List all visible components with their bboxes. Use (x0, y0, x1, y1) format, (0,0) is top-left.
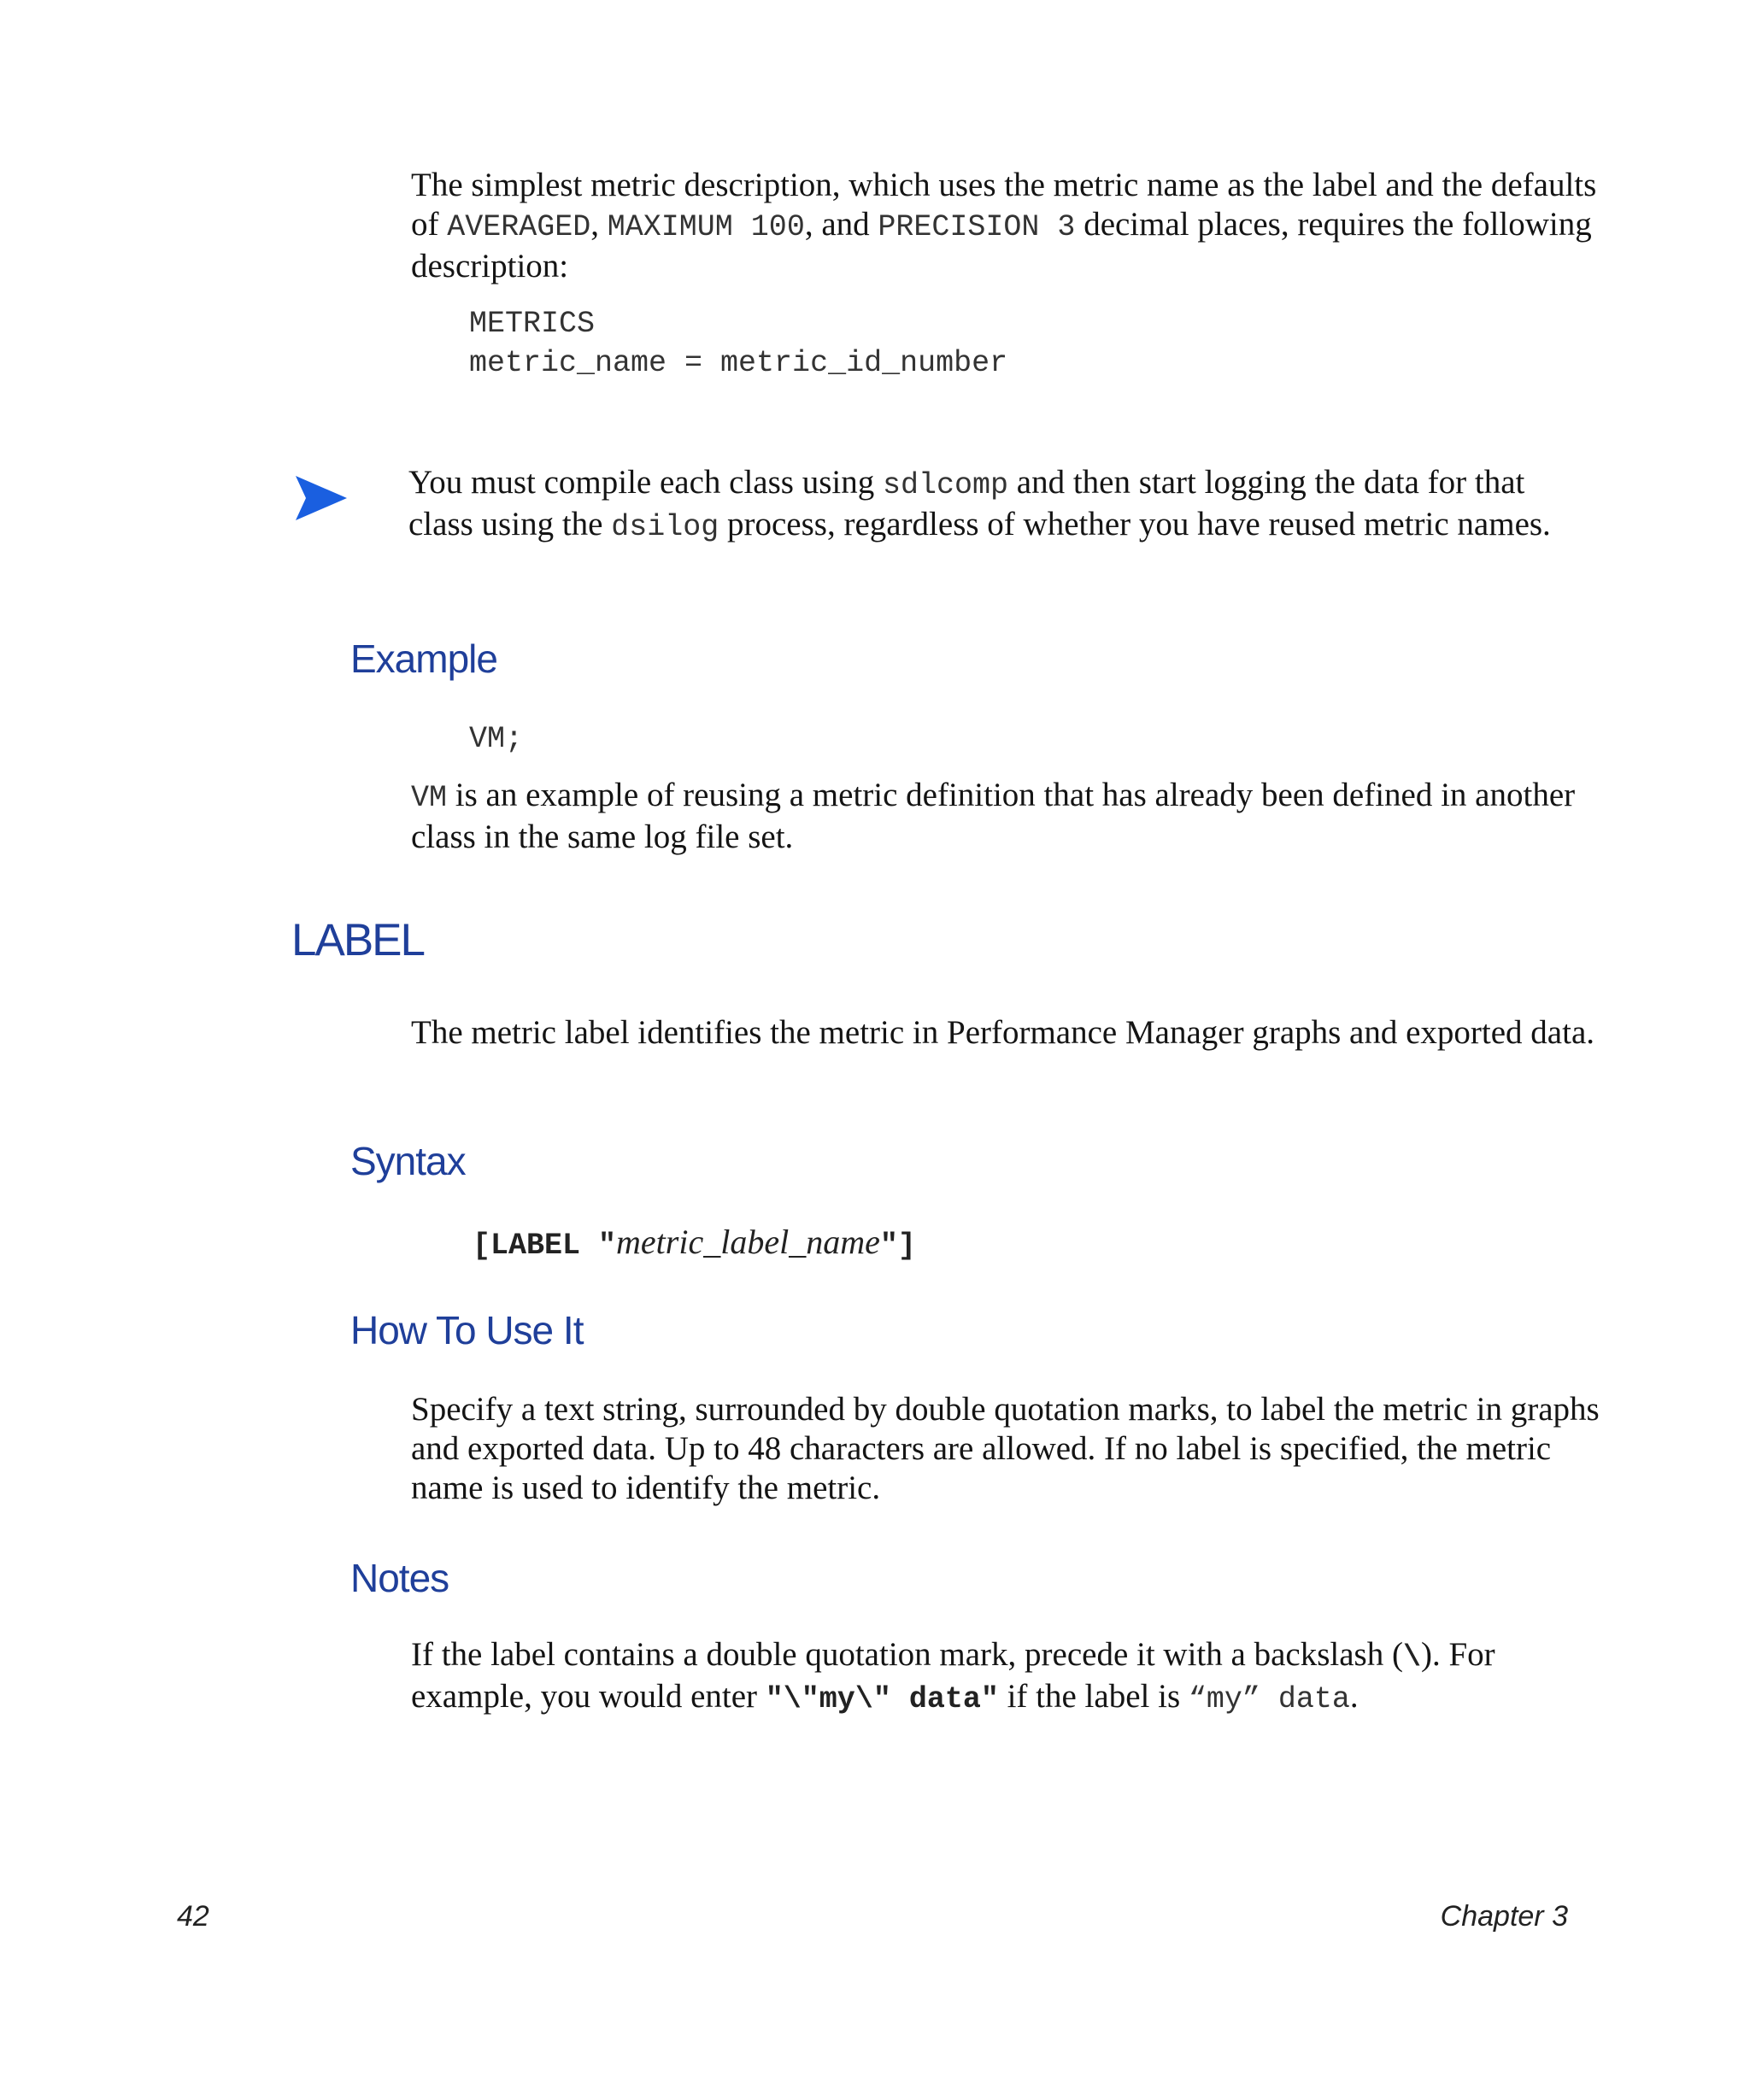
example-heading: Example (350, 636, 497, 681)
code-precision: PRECISION 3 (878, 210, 1076, 244)
notes-text-1: If the label contains a double quotation mark, precede it with a backslash ( (411, 1636, 1403, 1673)
code-my-data: “my” data (1188, 1682, 1350, 1716)
code-line-metrics: METRICS (469, 307, 596, 341)
syntax-italic: metric_label_name (616, 1223, 880, 1261)
notes-text-4: . (1349, 1678, 1359, 1715)
syntax-bold-1: [LABEL " (473, 1229, 617, 1263)
page-number: 42 (177, 1900, 209, 1933)
example-paragraph (411, 776, 1607, 857)
code-averaged: AVERAGED (447, 210, 591, 244)
code-escaped-example: "\"my\" data" (765, 1682, 999, 1716)
intro-paragraph (411, 166, 1607, 286)
code-maximum: MAXIMUM 100 (607, 210, 805, 244)
how-to-use-heading: How To Use It (350, 1308, 584, 1352)
metrics-code-block (469, 304, 1007, 383)
code-sdlcomp: sdlcomp (883, 468, 1009, 502)
notes-heading: Notes (350, 1556, 449, 1600)
example-text: is an example of reusing a metric definition that has already been defined in another class in the same log file set. (411, 777, 1576, 855)
intro-text-1: The simplest metric description, which uses the metric name as the label and the defaults of (411, 167, 1597, 243)
intro-text-2: , (590, 206, 608, 243)
label-description: The metric label identifies the metric in Performance Manager graphs and exported data. (411, 1014, 1595, 1051)
chapter-label: Chapter 3 (1440, 1900, 1568, 1933)
code-dsilog: dsilog (611, 510, 719, 544)
note-text-2: and then start logging the data for that class using the (408, 464, 1525, 543)
label-section-heading: LABEL (291, 915, 425, 965)
how-to-use-paragraph: Specify a text string, surrounded by double quotation marks, to label the metric in graphs and exported data. Up to 48 characters are allowed. If no label is specified, the metric name is used to identify the metric. (411, 1391, 1600, 1506)
intro-text-4: decimal places, requires the following description: (411, 206, 1592, 284)
intro-text-3: , and (804, 206, 878, 243)
code-vm: VM (411, 781, 448, 815)
syntax-heading: Syntax (350, 1139, 466, 1183)
notes-text-2: ). For example, you would enter (411, 1636, 1495, 1715)
code-line-metric-name: metric_name = metric_id_number (469, 346, 1008, 380)
note-paragraph (408, 463, 1579, 547)
note-text-1: You must compile each class using (408, 464, 883, 501)
notes-text-3: if the label is (998, 1678, 1189, 1715)
note-text-3: process, regardless of whether you have reused metric names. (719, 506, 1551, 543)
code-backslash: \ (1402, 1640, 1421, 1675)
notes-paragraph (411, 1635, 1616, 1719)
example-code: VM; (469, 722, 524, 756)
syntax-bold-2: "] (879, 1229, 916, 1263)
note-arrow-icon (294, 474, 349, 526)
syntax-line (473, 1223, 916, 1265)
